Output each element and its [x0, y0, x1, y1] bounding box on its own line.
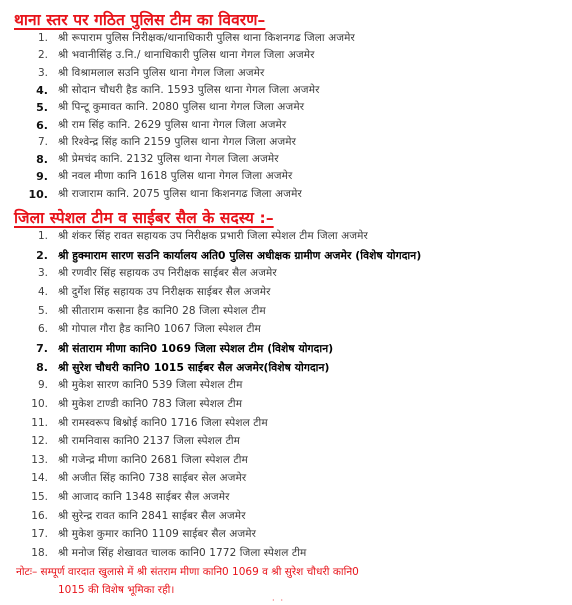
list-item-text: श्री सीताराम कसाना हैड कानि0 28 जिला स्पेशल टीम [58, 304, 266, 317]
list-item-text: श्री सुरेन्द्र रावत कानि 2841 साईबर सैल अजमेर [58, 509, 246, 522]
list-item-text: श्री रामनिवास कानि0 2137 जिला स्पेशल टीम [58, 435, 241, 448]
list-item-text: श्री पिन्टू कुमावत कानि. 2080 पुलिस थाना गेगल जिला अजमेर [58, 101, 305, 114]
list-item-text: श्री अजीत सिंह कानि0 738 साईबर सेल अजमेर [58, 472, 247, 485]
list-item-text: श्री राम सिंह कानि. 2629 पुलिस थाना गेगल जिला अजमेर [58, 118, 287, 131]
list-item-text: श्री प्रेमचंद कानि. 2132 पुलिस थाना गेगल जिला अजमेर [58, 153, 279, 166]
list-item-text: श्री रामस्वरूप बिश्नोई कानि0 1716 जिला स्पेशल टीम [58, 416, 268, 429]
footnote-line2: 1015 की विशेष भूमिका रही। [58, 584, 175, 596]
list-item-text: श्री रिश्वेन्द्र सिंह कानि 2159 पुलिस थाना गेगल जिला अजमेर [58, 135, 297, 148]
list-item-number: 16. [31, 509, 48, 522]
list-item-number: 9. [36, 170, 48, 184]
list-item-number: 14. [31, 472, 48, 485]
list-item-number: 4. [36, 83, 48, 97]
list-item-number: 3. [37, 66, 48, 79]
list-item-text: श्री नवल मीणा कानि 1618 पुलिस थाना गेगल जिला अजमेर [58, 170, 293, 183]
list-item-number: 12. [31, 435, 48, 448]
list-item-text: श्री गोपाल गौरा हैड कानि0 1067 जिला स्पेशल टीम [58, 323, 261, 336]
list-item-number: 10. [28, 187, 48, 201]
section1-heading: थाना स्तर पर गठित पुलिस टीम का विवरण– [14, 11, 266, 29]
list-item-number: 2. [36, 248, 48, 262]
list-item-text: श्री मुकेश सारण कानि0 539 जिला स्पेशल टीम [58, 379, 243, 392]
list-item-number: 13. [31, 453, 48, 466]
list-item-number: 1. [37, 230, 48, 242]
list-item-number: 9. [37, 379, 48, 392]
page-marker-dots: ·· [272, 596, 290, 605]
list-item-text: श्री भवानीसिंह उ.नि./ थानाधिकारी पुलिस थाना गेगल जिला अजमेर [58, 49, 315, 62]
list-item-number: 4. [37, 285, 48, 298]
list-item-number: 18. [31, 547, 48, 560]
list-item-text: श्री हुक्माराम सारण सउनि कार्यालय अति0 पुलिस अधीक्षक ग्रामीण अजमेर (विशेष योगदान) [58, 248, 422, 262]
list-item-number: 7. [36, 341, 48, 355]
list-item-number: 8. [36, 153, 48, 167]
list-item-text: श्री मनोज सिंह शेखावत चालक कानि0 1772 जिला स्पेशल टीम [58, 547, 307, 560]
list-item-number: 11. [31, 416, 48, 429]
list-item-text: श्री संताराम मीणा कानि0 1069 जिला स्पेशल टीम (विशेष योगदान) [58, 341, 334, 355]
list-item-text: श्री विश्रामलाल सउनि पुलिस थाना गेगल जिला अजमेर [58, 66, 265, 79]
list-item-number: 7. [37, 135, 48, 148]
list-item-number: 10. [31, 397, 48, 410]
list-item-text: श्री शंकर सिंह रावत सहायक उप निरीक्षक प्रभारी जिला स्पेशल टीम जिला अजमेर [58, 230, 368, 242]
list-item-number: 15. [31, 491, 48, 504]
list-item-text: श्री सुरेश चौधरी कानि0 1015 साईबर सैल अजमेर(विशेष योगदान) [58, 360, 330, 374]
list-item-text: श्री रूपाराम पुलिस निरीक्षक/थानाधिकारी पुलिस थाना किशनगढ जिला अजमेर [58, 32, 355, 44]
section2-heading: जिला स्पेशल टीम व साईबर सैल के सदस्य :– [14, 209, 274, 227]
list-item-number: 5. [37, 304, 48, 317]
list-item-text: श्री आजाद कानि 1348 साईबर सैल अजमेर [58, 491, 230, 504]
list-item-text: श्री सोदान चौधरी हैड कानि. 1593 पुलिस थाना गेगल जिला अजमेर [58, 83, 320, 96]
list-item-number: 5. [36, 101, 48, 115]
list-item-text: श्री दुर्गेश सिंह सहायक उप निरीक्षक साईबर सैल अजमेर [58, 285, 271, 298]
list-item-number: 17. [31, 528, 48, 541]
list-item-number: 6. [37, 323, 48, 336]
list-item-number: 2. [37, 49, 48, 62]
list-item-number: 8. [36, 360, 48, 374]
footnote-line1: नोटः– सम्पूर्ण वारदात खुलासे में श्री संतराम मीणा कानि0 1069 व श्री सुरेश चौधरी कानि0 [16, 566, 359, 578]
list-item-number: 3. [37, 267, 48, 280]
list-item-text: श्री मुकेश कुमार कानि0 1109 साईबर सैल अजमेर [58, 528, 257, 541]
footnote [16, 563, 556, 599]
list-item-text: श्री रणवीर सिंह सहायक उप निरीक्षक साईबर सैल अजमेर [58, 267, 277, 280]
list-item-number: 1. [37, 32, 48, 44]
list-item-text: श्री मुकेश टाण्डी कानि0 783 जिला स्पेशल टीम [58, 397, 243, 410]
list-item-text: श्री राजाराम कानि. 2075 पुलिस थाना किशनगढ जिला अजमेर [58, 187, 302, 200]
list-item-number: 6. [36, 118, 48, 132]
list-item-text: श्री गजेन्द्र मीणा कानि0 2681 जिला स्पेशल टीम [58, 453, 248, 466]
